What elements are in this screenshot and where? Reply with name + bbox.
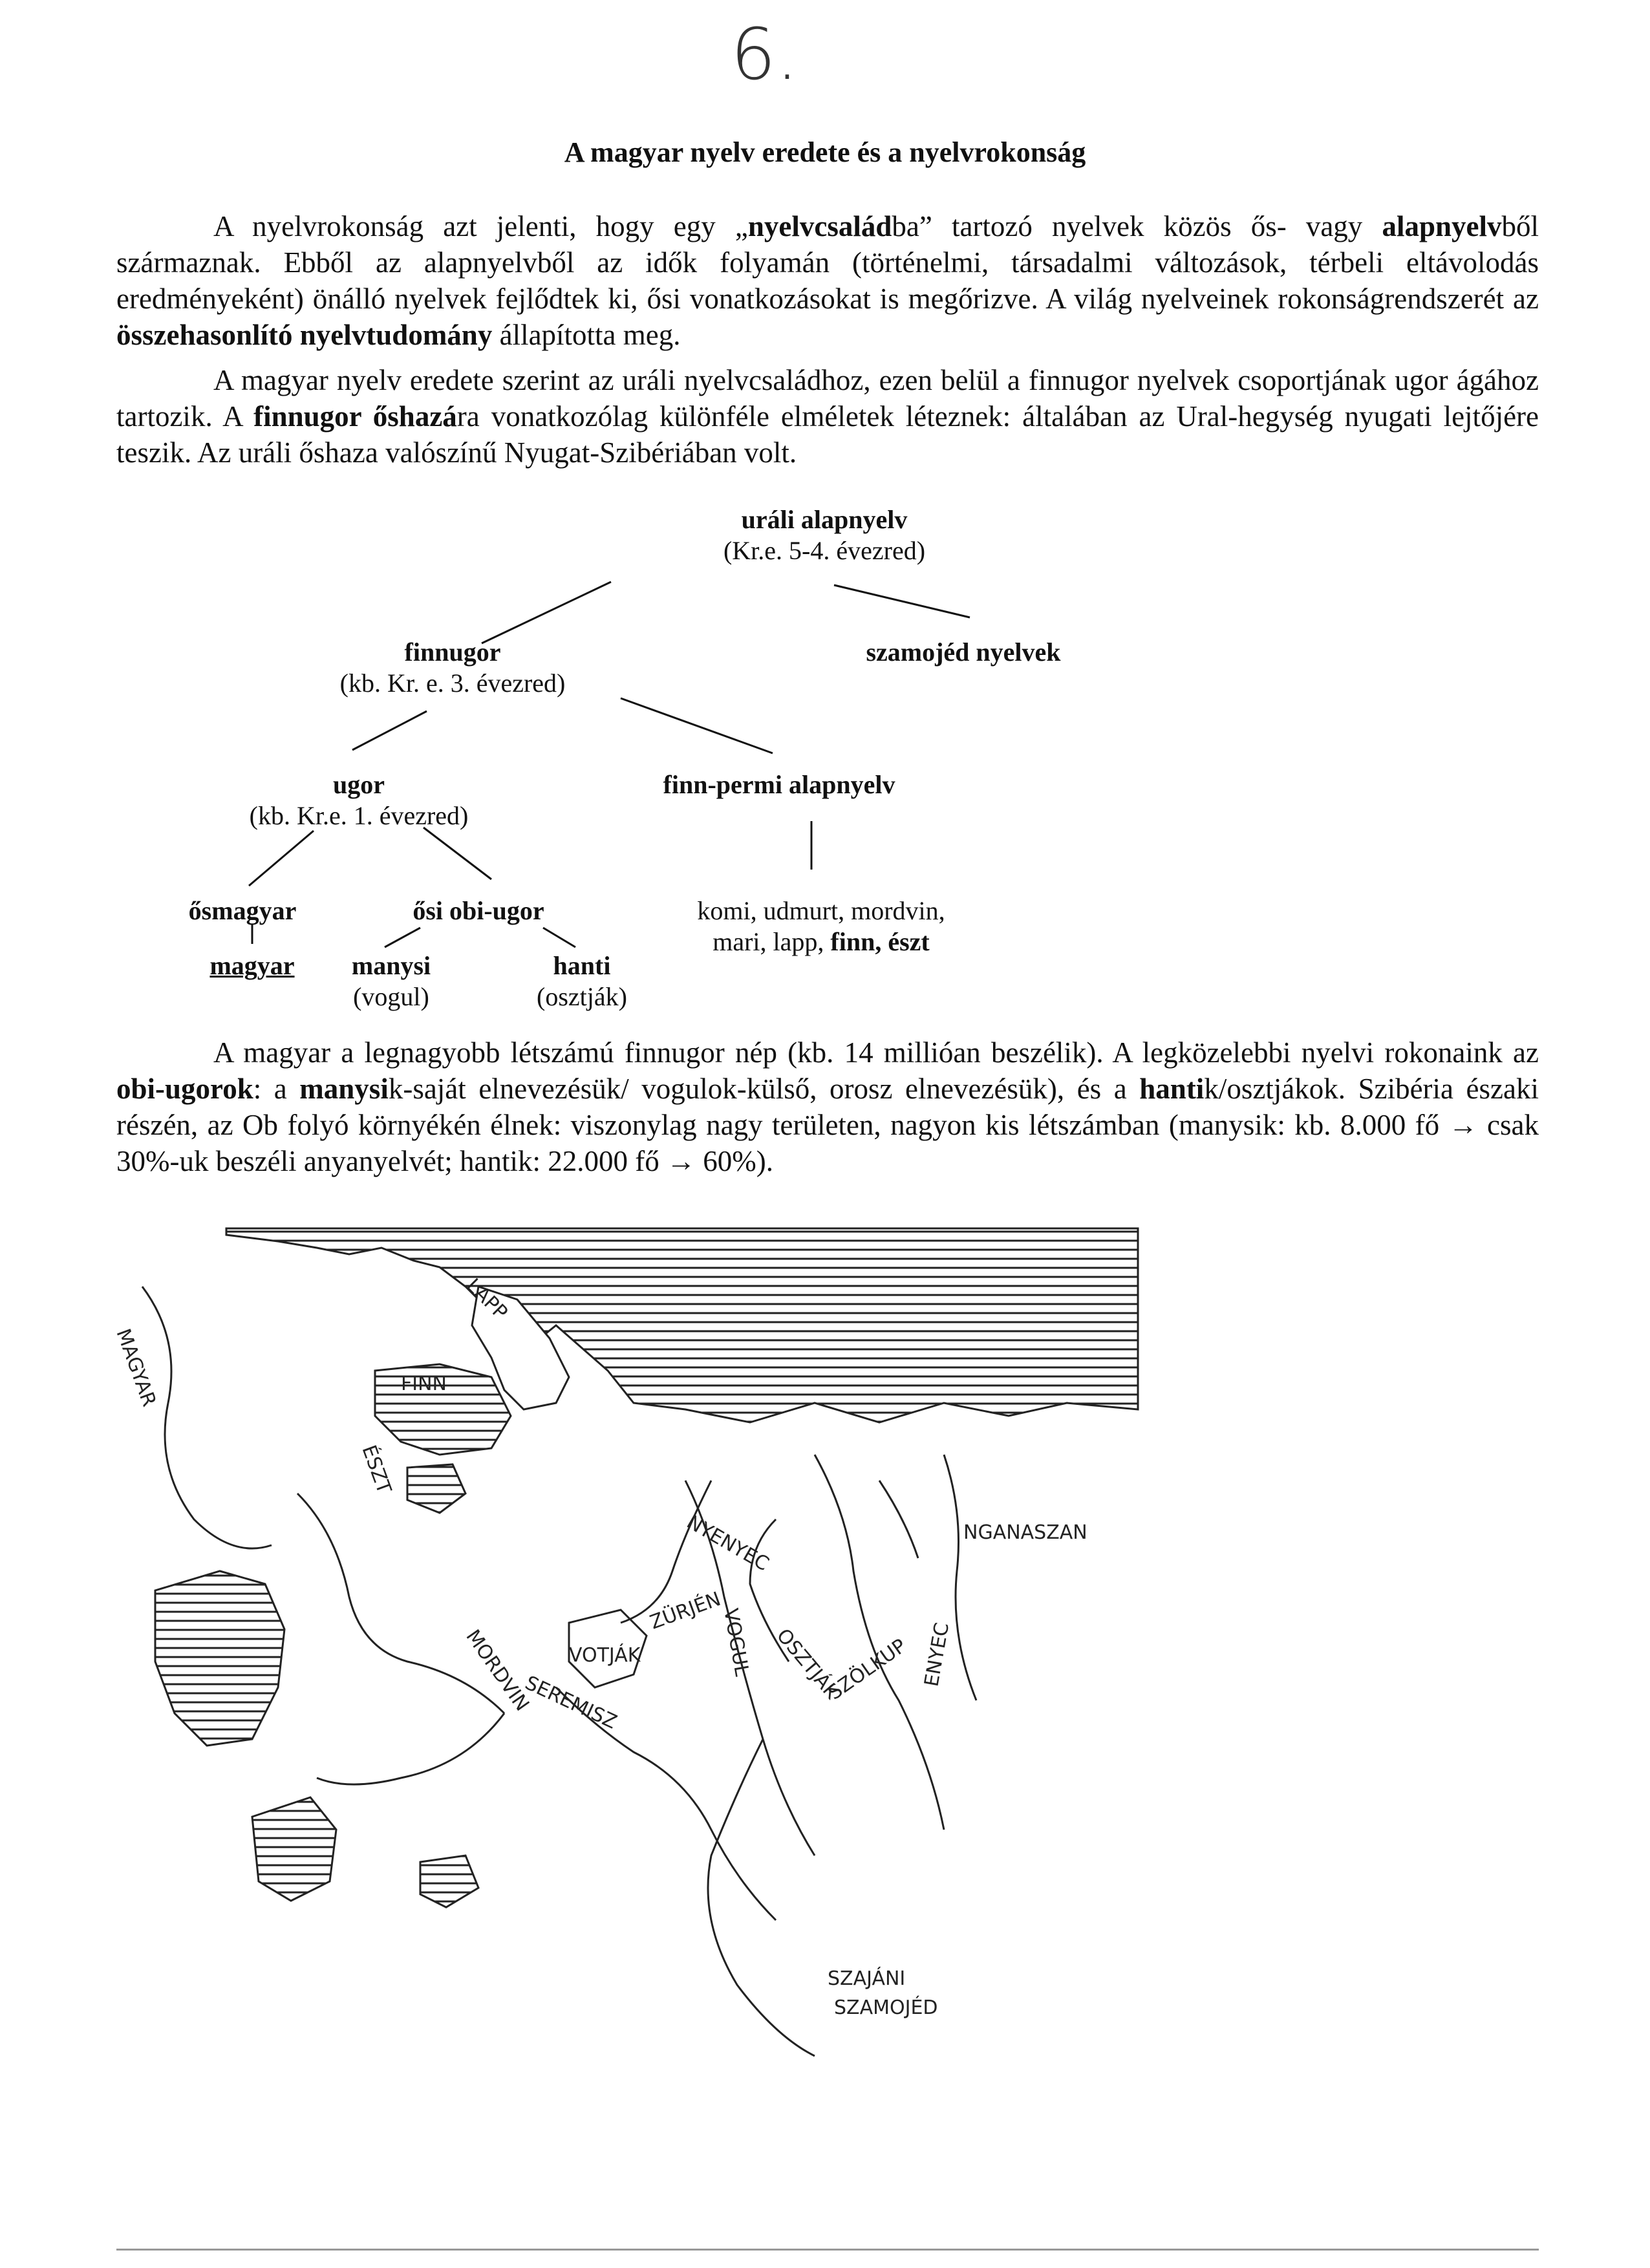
- map-label-zurjen: ZÜRJÉN: [647, 1587, 724, 1634]
- tree-node-hanti: hanti (osztják): [537, 951, 627, 1011]
- tree-node-ugor: ugor (kb. Kr.e. 1. évezred): [249, 770, 469, 830]
- map-label-magyar: MAGYAR: [111, 1325, 161, 1410]
- page-title: A magyar nyelv eredete és a nyelvrokonság: [564, 136, 1086, 168]
- uralic-peoples-map: [103, 1209, 1151, 2062]
- map-label-nyenyec: NYENYEC: [683, 1510, 773, 1576]
- map-label-szamojed: SZAMOJÉD: [834, 1996, 938, 2019]
- map-label-szolkup: SZÖLKUP: [824, 1634, 911, 1705]
- tree-node-osmagyar: ősmagyar: [188, 896, 297, 925]
- page-number-mark: 6.: [731, 13, 798, 96]
- map-label-finn: FINN: [401, 1373, 447, 1395]
- tree-node-magyar: magyar: [209, 951, 295, 980]
- tree-node-urali: uráli alapnyelv (Kr.e. 5-4. évezred): [723, 505, 926, 565]
- paragraph-2: A magyar nyelv eredete szerint az uráli nyelvcsaládhoz, ezen belül a finnugor nyelvek csoportjának ugor ágához tartozik. A finnugor őshazára vonatkozólag különféle elméletek léteznek: általában az Ural-hegység nyugati lejtőjére teszik. Az uráli őshaza valószínű Nyugat-Szibériában volt.: [116, 364, 1539, 469]
- tree-node-szamojed: szamojéd nyelvek: [866, 637, 1061, 667]
- map-label-enyec: ENYEC: [920, 1621, 954, 1689]
- paragraph-1: A nyelvrokonság azt jelenti, hogy egy „nyelvcsaládba” tartozó nyelvek közös ős- vagy alapnyelvből származnak. Ebből az alapnyelvből az idők folyamán (történelmi, társadalmi változások, térbeli eltávolodás eredményeként) önálló nyelvek fejlődtek ki, ősi vonatkozásokat is megőrizve. A világ nyelveinek rokonságrendszerét az összehasonlító nyelvtudomány állapította meg.: [116, 210, 1539, 351]
- map-label-lapp: LAPP: [462, 1274, 512, 1325]
- map-label-osztjak: OSZTJÁK: [771, 1624, 844, 1704]
- map-label-eszt: ÉSZT: [357, 1442, 396, 1497]
- map-label-votjak: VOTJÁK: [569, 1644, 641, 1667]
- map-label-nganaszan: NGANASZAN: [963, 1521, 1088, 1544]
- map-label-mordvin: MORDVIN: [461, 1625, 534, 1716]
- map-label-seremisz: SEREMISZ: [521, 1671, 621, 1734]
- tree-node-finnugor: finnugor (kb. Kr. e. 3. évezred): [339, 637, 566, 698]
- tree-node-osiobi: ősi obi-ugor: [412, 896, 544, 925]
- tree-node-manysi: manysi (vogul): [351, 951, 431, 1011]
- bottom-divider: [116, 2249, 1539, 2251]
- map-label-szajani: SZAJÁNI: [828, 1967, 906, 1990]
- tree-node-finnpermi-list: komi, udmurt, mordvin, mari, lapp, finn, észt: [697, 896, 945, 956]
- map-label-vogul: VOGUL: [719, 1607, 753, 1678]
- tree-node-finnpermi: finn-permi alapnyelv: [663, 770, 895, 799]
- paragraph-3: A magyar a legnagyobb létszámú finnugor nép (kb. 14 millióan beszélik). A legközelebbi nyelvi rokonaink az obi-ugorok: a manysik-saját elnevezésük/ vogulok-külső, orosz elnevezésük), és a hantik/osztjákok. Szibéria északi részén, az Ob folyó környékén élnek: viszonylag nagy területen, nagyon kis létszámban (manysik: kb. 8.000 fő → csak 30%-uk beszéli anyanyelvét; hantik: 22.000 fő → 60%).: [116, 1036, 1539, 1177]
